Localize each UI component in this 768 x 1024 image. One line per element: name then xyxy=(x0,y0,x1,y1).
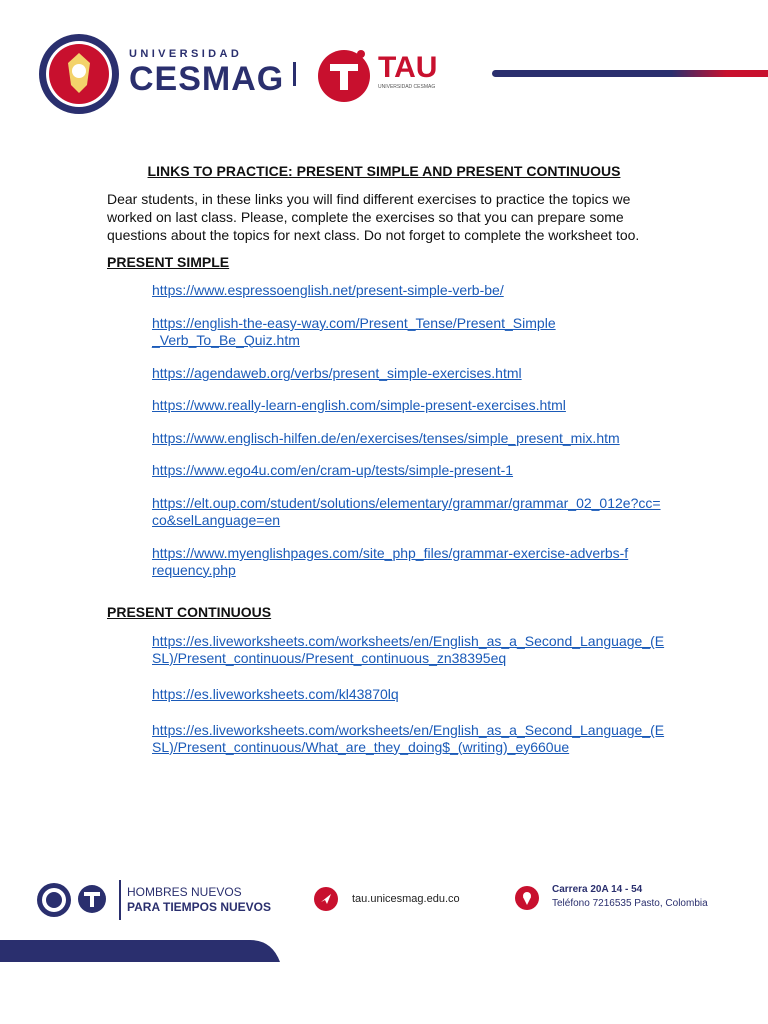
address-line-2: Teléfono 7216535 Pasto, Colombia xyxy=(552,898,708,909)
web-pin-icon xyxy=(313,886,339,912)
tau-logo-icon xyxy=(314,44,374,104)
page-header xyxy=(0,0,768,140)
present-continuous-link-1[interactable]: https://es.liveworksheets.com/worksheets/en/English_as_a_Second_Language_(ESL)/Present_continuous/Present_continuous_zn38395eq xyxy=(152,633,665,666)
cesmag-big-text: CESMAG xyxy=(129,60,285,98)
present-continuous-heading: PRESENT CONTINUOUS xyxy=(107,604,272,620)
footer-tau-logo-icon xyxy=(76,882,108,914)
footer-band xyxy=(0,940,280,962)
present-simple-link-4[interactable]: https://www.really-learn-english.com/simple-present-exercises.html xyxy=(152,397,566,413)
present-simple-link-6[interactable]: https://www.ego4u.com/en/cram-up/tests/simple-present-1 xyxy=(152,462,514,478)
footer-cesmag-seal-logo xyxy=(36,882,72,918)
intro-paragraph: Dear students, in these links you will find different exercises to practice the topics we worked on last class. Please, complete the exercises so that you can prepare some questions about the topics for next class. Do not forget to complete the worksheet too. xyxy=(107,191,640,243)
cesmag-wordmark xyxy=(129,48,284,98)
present-continuous-link-3[interactable]: https://es.liveworksheets.com/worksheets/en/English_as_a_Second_Language_(ESL)/Present_continuous/What_are_they_doing$_(writing)_ey660ue xyxy=(152,722,665,755)
cesmag-seal-logo xyxy=(38,33,120,115)
present-simple-link-3[interactable]: https://agendaweb.org/verbs/present_simple-exercises.html xyxy=(152,365,522,381)
slogan-line-1: HOMBRES NUEVOS xyxy=(127,885,242,899)
website-text[interactable]: tau.unicesmag.edu.co xyxy=(352,893,460,905)
present-simple-link-7[interactable]: https://elt.oup.com/student/solutions/elementary/grammar/grammar_02_012e?cc=co&selLanguage=en xyxy=(152,495,661,528)
tau-big-text: TAU xyxy=(378,51,438,84)
document-title: LINKS TO PRACTICE: PRESENT SIMPLE AND PRESENT CONTINUOUS xyxy=(147,163,621,179)
tau-wordmark xyxy=(378,52,438,90)
present-simple-link-2[interactable]: https://english-the-easy-way.com/Present_Tense/Present_Simple_Verb_To_Be_Quiz.htm xyxy=(152,315,556,348)
present-simple-link-8[interactable]: https://www.myenglishpages.com/site_php_files/grammar-exercise-adverbs-frequency.php xyxy=(152,545,629,578)
present-simple-link-5[interactable]: https://www.englisch-hilfen.de/en/exercises/tenses/simple_present_mix.htm xyxy=(152,430,620,446)
location-pin-icon xyxy=(514,885,540,911)
header-divider xyxy=(293,62,296,86)
header-stripe xyxy=(492,70,768,77)
present-simple-heading: PRESENT SIMPLE xyxy=(107,254,230,270)
cesmag-small-text: UNIVERSIDAD xyxy=(129,48,243,60)
present-simple-link-1[interactable]: https://www.espressoenglish.net/present-simple-verb-be/ xyxy=(152,282,504,298)
address-line-1: Carrera 20A 14 - 54 xyxy=(552,884,643,895)
present-continuous-link-2[interactable]: https://es.liveworksheets.com/kl43870lq xyxy=(152,686,399,702)
page-footer xyxy=(0,870,768,1024)
slogan-line-2: PARA TIEMPOS NUEVOS xyxy=(127,900,272,914)
footer-divider xyxy=(119,880,121,920)
tau-small-text: UNIVERSIDAD CESMAG xyxy=(378,84,436,90)
